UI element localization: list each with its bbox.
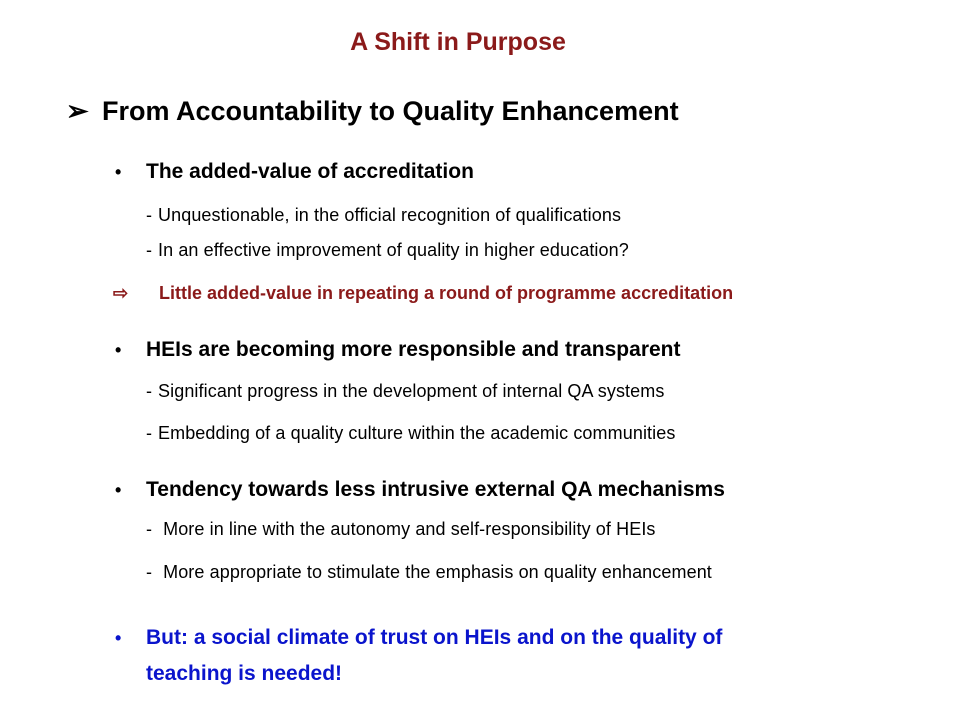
bullet-label: HEIs are becoming more responsible and transparent	[146, 338, 681, 361]
right-arrow-icon: ⇨	[113, 283, 129, 303]
bullet-dot-icon: •	[115, 340, 122, 360]
sub-item: - Embedding of a quality culture within the academic communities	[146, 423, 676, 443]
bullet-item-heis-responsible	[115, 338, 681, 362]
arrow-bullet-icon: ➢	[66, 96, 89, 126]
sub-item: - Significant progress in the development of internal QA systems	[146, 381, 665, 401]
section-heading-text: From Accountability to Quality Enhancement	[102, 96, 679, 126]
bullet-label: The added-value of accreditation	[146, 160, 474, 183]
conclusion-text: Little added-value in repeating a round of programme accreditation	[159, 283, 734, 303]
sub-item: - More in line with the autonomy and self-responsibility of HEIs	[146, 519, 656, 539]
conclusion-line	[113, 283, 733, 304]
bullet-label: Tendency towards less intrusive external QA mechanisms	[146, 478, 725, 501]
bullet-dot-icon: •	[115, 162, 122, 182]
section-heading	[66, 96, 679, 127]
bullet-item-added-value	[115, 160, 474, 184]
sub-item: - More appropriate to stimulate the emphasis on quality enhancement	[146, 562, 712, 582]
final-line-1: But: a social climate of trust on HEIs and on the quality of	[146, 626, 723, 649]
sub-item: - In an effective improvement of quality in higher education?	[146, 240, 629, 260]
slide-title: A Shift in Purpose	[350, 28, 566, 56]
bullet-dot-icon: •	[115, 480, 122, 500]
bullet-dot-icon: •	[115, 628, 122, 648]
sub-item: - Unquestionable, in the official recognition of qualifications	[146, 205, 622, 225]
final-line-2: teaching is needed!	[146, 662, 343, 685]
bullet-item-less-intrusive	[115, 478, 725, 502]
final-statement	[115, 620, 875, 691]
